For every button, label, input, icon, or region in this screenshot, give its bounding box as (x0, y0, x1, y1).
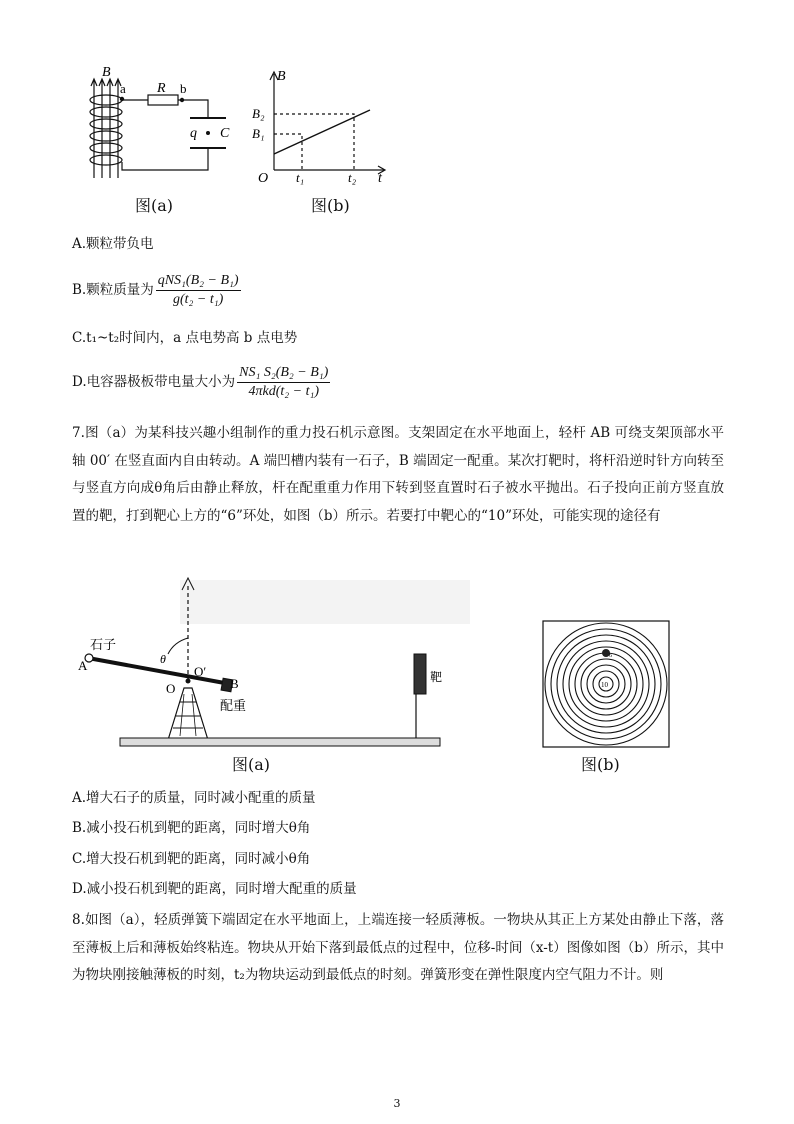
label-stone: 石子 (90, 637, 117, 652)
ring-10-label: 10 (601, 681, 608, 689)
q6-option-d (72, 360, 330, 404)
q6-b-numerator: qNS₁(B₂ − B₁) (156, 272, 241, 291)
label-O: O (166, 681, 176, 696)
question-7-text: 7.图（a）为某科技兴趣小组制作的重力投石机示意图。支架固定在水平地面上，轻杆 AB 可绕支架顶部水平轴 00′ 在竖直面内自由转动。A 端凹槽内装有一石子，B 端固定一配重。某次打靶时，将杆沿逆时针方向转至与竖直方向成θ角后由静止释放，杆在配重重力作用下转到竖直置时石子被水平抛出。石子投向正前方竖直放置的靶，打到靶心上方的“6”环处，如图（b）所示。若要打中靶心的“10”环处，可能实现的途径有 (72, 425, 724, 524)
q6-option-d-fraction (237, 364, 330, 401)
axis-t: t (378, 171, 382, 186)
q6-option-b-prefix: B.颗粒质量为 (72, 282, 154, 298)
label-t1: t₁ (296, 170, 305, 185)
label-theta: θ (160, 652, 166, 666)
trebuchet-figure (80, 576, 470, 748)
origin-O: O (258, 171, 269, 186)
label-A: A (78, 658, 88, 673)
label-R: R (157, 81, 166, 96)
q7-option-c: C.增大投石机到靶的距离，同时减小θ角 (72, 851, 311, 867)
q6-option-b-fraction (156, 272, 241, 309)
q6-d-denominator: 4πkd(t₂ − t₁) (248, 384, 319, 399)
circuit-figure (80, 66, 250, 182)
label-C: C (220, 126, 230, 141)
target-rings-figure (542, 620, 670, 748)
b-t-graph (250, 66, 390, 184)
figure-b1-caption: 图(b) (311, 196, 350, 215)
q7-option-d: D.减小投石机到靶的距离，同时增大配重的质量 (72, 881, 357, 897)
label-counterweight: 配重 (220, 698, 247, 713)
q6-b-denominator: g(t₂ − t₁) (172, 292, 224, 307)
q7-figure-a-caption: 图(a) (232, 755, 271, 774)
q7-option-b: B.减小投石机到靶的距离，同时增大θ角 (72, 820, 311, 836)
q6-option-d-prefix: D.电容器极板带电量大小为 (72, 374, 236, 390)
label-target: 靶 (430, 670, 443, 684)
label-a: a (120, 81, 126, 96)
q7-option-a: A.增大石子的质量，同时减小配重的质量 (72, 790, 316, 806)
q6-d-numerator: NS₁ S₂(B₂ − B₁) (237, 364, 330, 383)
label-q: q (190, 126, 197, 141)
label-O-prime: O′ (194, 664, 207, 679)
axis-B: B (277, 69, 286, 84)
ring-6-label: 6 (609, 653, 612, 659)
q6-option-c: C.t₁~t₂时间内，a 点电势高 b 点电势 (72, 330, 298, 346)
label-t2: t₂ (348, 170, 357, 185)
label-B1: B₁ (252, 126, 265, 141)
question-8-text: 8.如图（a），轻质弹簧下端固定在水平地面上，上端连接一轻质薄板。一物块从其正上方某处由静止下落，落至薄板上后和薄板始终粘连。物块从开始下落到最低点的过程中，位移-时间（x-t）图像如图（b）所示，其中为物块刚接触薄板的时刻，t₂为物块运动到最低点的时刻。弹簧形变在弹性限度内空气阻力不计。则 (72, 912, 724, 983)
q6-option-b (72, 268, 241, 312)
figure-a1-caption: 图(a) (135, 196, 174, 215)
q7-figure-b-caption: 图(b) (581, 755, 620, 774)
q6-option-a: A.颗粒带负电 (72, 236, 154, 252)
label-b: b (180, 81, 187, 96)
label-B2: B₂ (252, 106, 265, 121)
page-number: 3 (393, 1097, 401, 1110)
label-B: B (230, 676, 239, 691)
label-B: B (102, 65, 111, 80)
